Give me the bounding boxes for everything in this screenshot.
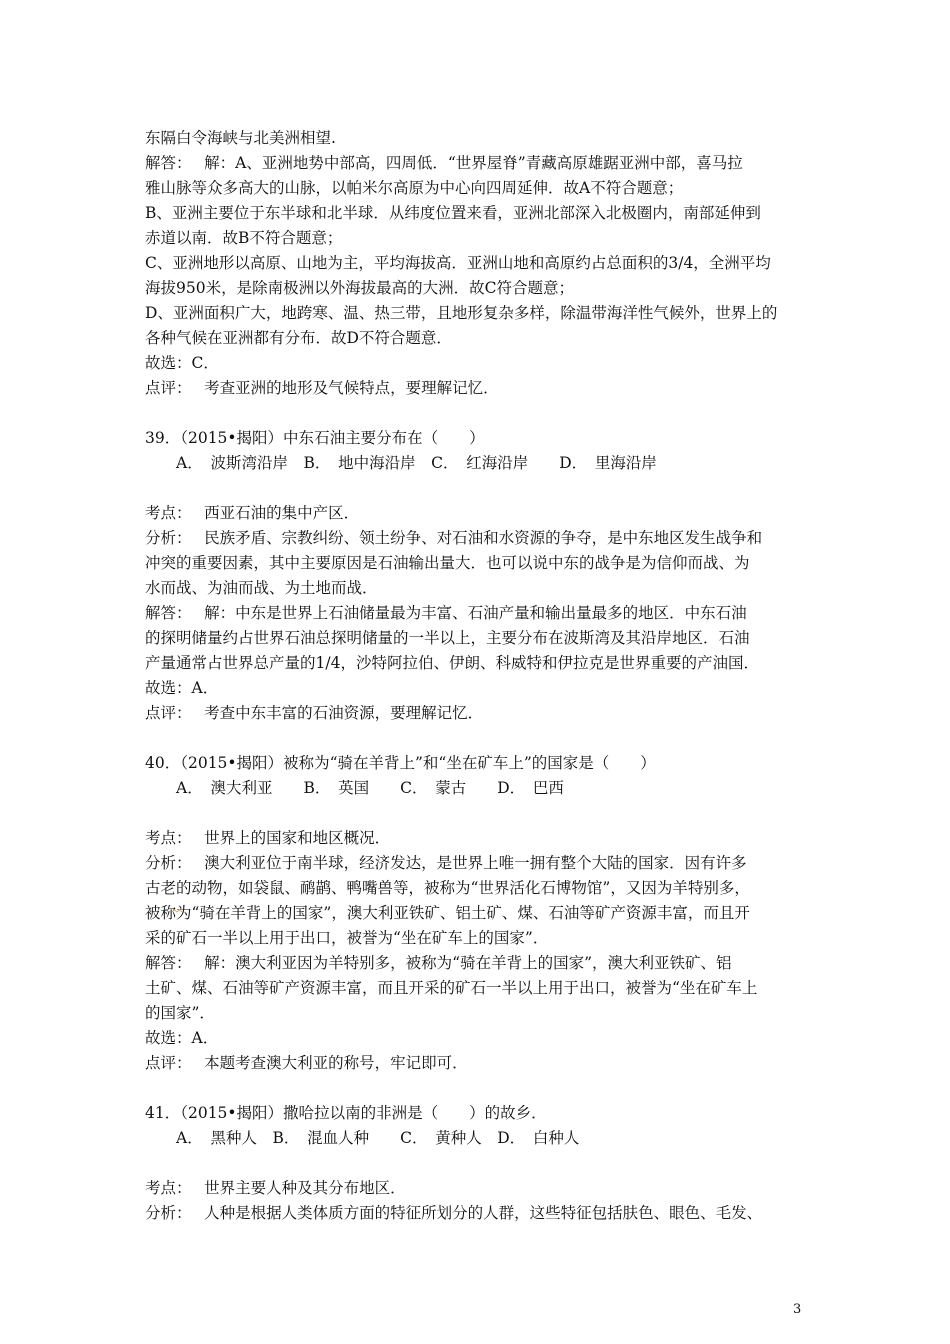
text-line: 的国家”． [145, 1004, 215, 1022]
question-40: 40．（2015•揭阳）被称为“骑在羊背上”和“坐在矿车上”的国家是（ ） [145, 754, 656, 772]
text-line: 的探明储量约占世界石油总探明储量的一半以上，主要分布在波斯湾及其沿岸地区．石油 [145, 629, 750, 647]
text-line: 雅山脉等众多高大的山脉，以帕米尔高原为中心向四周延伸．故A不符合题意； [145, 179, 684, 197]
text-line: 各种气候在亚洲都有分布．故D不符合题意． [145, 329, 452, 347]
text-line: 考点： 西亚石油的集中产区． [145, 504, 360, 522]
text-line: B、亚洲主要位于东半球和北半球．从纬度位置来看，亚洲北部深入北极圈内，南部延伸到 [145, 204, 761, 222]
answer-line: 故选：A． [145, 679, 219, 697]
text-line: 考点： 世界上的国家和地区概况． [145, 829, 391, 847]
text-line: 水而战、为油而战、为土地而战． [145, 579, 378, 597]
text-line: 解答： 解：A、亚洲地势中部高，四周低．“世界屋脊”青藏高原雄踞亚洲中部，喜马拉 [145, 154, 743, 172]
page-number: 3 [793, 1302, 802, 1317]
text-line: 产量通常占世界总产量的1/4，沙特阿拉伯、伊朗、科威特和伊拉克是世界重要的产油国． [145, 654, 759, 672]
comment-line: 点评： 本题考查澳大利亚的称号，牢记即可． [145, 1054, 468, 1072]
text-line: 土矿、煤、石油等矿产资源丰富，而且开采的矿石一半以上用于出口，被誉为“坐在矿车上 [145, 979, 758, 997]
text-line: 被称为“骑在羊背上的国家”，澳大利亚铁矿、铝土矿、煤、石油等矿产资源丰富，而且开 [145, 904, 750, 922]
question-41: 41．（2015•揭阳）撒哈拉以南的非洲是（ ）的故乡． [145, 1104, 547, 1122]
text-line: 分析： 民族矛盾、宗教纠纷、领土纷争、对石油和水资源的争夺，是中东地区发生战争和 [145, 529, 763, 547]
proofing-mark [172, 909, 182, 913]
question-39-options: A． 波斯湾沿岸 B． 地中海沿岸 C． 红海沿岸 D． 里海沿岸 [176, 454, 657, 472]
text-line: 东隔白令海峡与北美洲相望. [145, 129, 336, 147]
question-41-options: A． 黑种人 B． 混血人种 C． 黄种人 D． 白种人 [176, 1129, 580, 1147]
comment-line: 点评： 考查亚洲的地形及气候特点，要理解记忆． [145, 379, 499, 397]
text-line: 赤道以南．故B不符合题意； [145, 229, 343, 247]
text-line: 解答： 解：澳大利亚因为羊特别多，被称为“骑在羊背上的国家”，澳大利亚铁矿、铝 [145, 954, 732, 972]
text-line: 分析： 人种是根据人类体质方面的特征所划分的人群，这些特征包括肤色、眼色、毛发、 [145, 1204, 763, 1222]
text-line: 分析： 澳大利亚位于南半球，经济发达，是世界上唯一拥有整个大陆的国家．因有许多 [145, 854, 747, 872]
text-line: D、亚洲面积广大，地跨寒、温、热三带，且地形复杂多样，除温带海洋性气候外，世界上的 [145, 304, 778, 322]
text-line: C、亚洲地形以高原、山地为主，平均海拔高．亚洲山地和高原约占总面积的3/4，全洲平均 [145, 254, 771, 272]
text-line: 冲突的重要因素，其中主要原因是石油输出量大．也可以说中东的战争是为信仰而战、为 [145, 554, 750, 572]
text-line: 考点： 世界主要人种及其分布地区． [145, 1179, 406, 1197]
text-line: 海拔950米，是除南极洲以外海拔最高的大洲．故C符合题意； [145, 279, 574, 297]
text-line: 古老的动物，如袋鼠、鸸鹋、鸭嘴兽等，被称为“世界活化石博物馆”，又因为羊特别多， [145, 879, 750, 897]
comment-line: 点评： 考查中东丰富的石油资源，要理解记忆． [145, 704, 484, 722]
question-39: 39．（2015•揭阳）中东石油主要分布在（ ） [145, 429, 485, 447]
question-40-options: A． 澳大利亚 B． 英国 C． 蒙古 D． 巴西 [176, 779, 564, 797]
text-line: 采的矿石一半以上用于出口，被誉为“坐在矿车上的国家”． [145, 929, 549, 947]
text-line: 解答： 解：中东是世界上石油储量最为丰富、石油产量和输出量最多的地区．中东石油 [145, 604, 747, 622]
answer-line: 故选：C． [145, 354, 219, 372]
answer-line: 故选：A． [145, 1029, 219, 1047]
